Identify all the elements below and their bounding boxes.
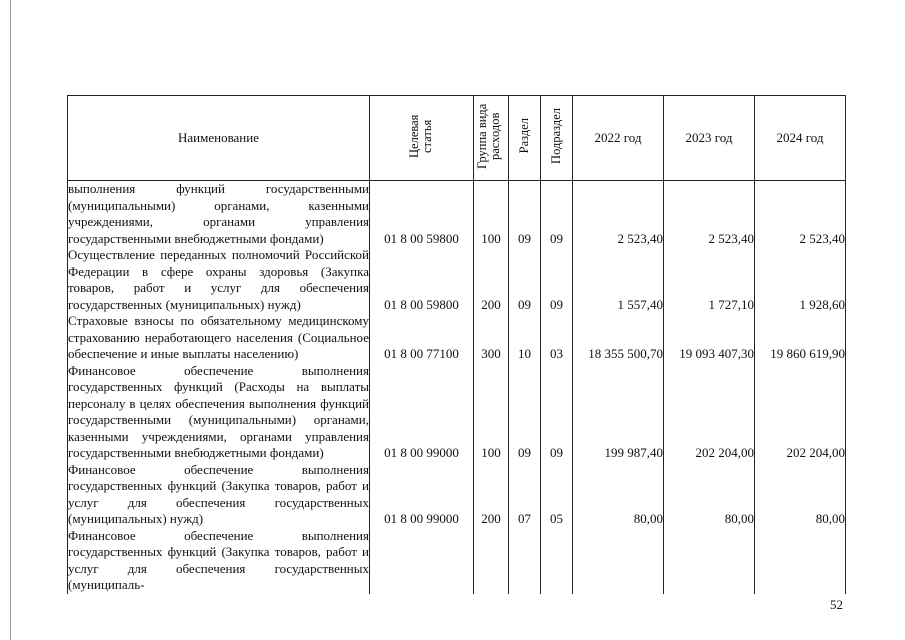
- row-section: 07: [509, 462, 541, 528]
- binding-margin-line: [10, 0, 11, 640]
- row-subsection: 09: [541, 181, 573, 248]
- row-section: 09: [509, 363, 541, 462]
- row-amount-2024: [755, 528, 846, 594]
- row-expense-group: 100: [474, 363, 509, 462]
- row-target-article: 01 8 00 59800: [370, 181, 474, 248]
- header-target-article: Целевая статья: [370, 96, 474, 181]
- row-expense-group: 300: [474, 313, 509, 363]
- row-amount-2022: 18 355 500,70: [573, 313, 664, 363]
- header-2023: 2023 год: [664, 96, 755, 181]
- row-target-article: [370, 528, 474, 594]
- table-header-row: [68, 96, 846, 181]
- row-amount-2023: [664, 528, 755, 594]
- row-amount-2024: 2 523,40: [755, 181, 846, 248]
- row-amount-2023: 19 093 407,30: [664, 313, 755, 363]
- table-row: [68, 313, 846, 363]
- row-name: Финансовое обеспечение выполнения государственных функций (Закупка товаров, работ и услуг для обеспечения государственных (муниципальных) нужд): [68, 461, 369, 526]
- header-section: Раздел: [509, 96, 541, 181]
- row-amount-2023: 202 204,00: [664, 363, 755, 462]
- row-name: Страховые взносы по обязательному медицинскому страхованию неработающего населения (Социальное обеспечение и иные выплаты населению): [68, 313, 369, 361]
- row-amount-2022: [573, 528, 664, 594]
- row-amount-2022: 199 987,40: [573, 363, 664, 462]
- table-row: [68, 528, 846, 594]
- row-section: 09: [509, 247, 541, 313]
- row-amount-2023: 1 727,10: [664, 247, 755, 313]
- row-amount-2022: 2 523,40: [573, 181, 664, 248]
- row-name: Финансовое обеспечение выполнения государственных функций (Расходы на выплаты персоналу в целях обеспечения выполнения функций государственными (муниципальными) органами, казенными учреждениями, органами управления государственными внебюджетными фондами): [68, 362, 369, 460]
- table-row: [68, 462, 846, 528]
- table-row: [68, 181, 846, 248]
- row-amount-2022: 80,00: [573, 462, 664, 528]
- table-row: [68, 363, 846, 462]
- row-name: Осуществление переданных полномочий Российской Федерации в сфере охраны здоровья (Закупка товаров, работ и услуг для обеспечения государственных (муниципальных) нужд): [68, 247, 369, 312]
- row-target-article: 01 8 00 99000: [370, 462, 474, 528]
- row-name: выполнения функций государственными (муниципальными) органами, казенными учреждениями, органами управления государственными внебюджетными фондами): [68, 181, 369, 246]
- row-amount-2023: 80,00: [664, 462, 755, 528]
- row-name: Финансовое обеспечение выполнения государственных функций (Закупка товаров, работ и услуг для обеспечения государственных (муниципаль-: [68, 527, 369, 592]
- row-amount-2024: 80,00: [755, 462, 846, 528]
- table-row: [68, 247, 846, 313]
- row-amount-2024: 19 860 619,90: [755, 313, 846, 363]
- row-subsection: 09: [541, 363, 573, 462]
- row-target-article: 01 8 00 99000: [370, 363, 474, 462]
- row-subsection: 09: [541, 247, 573, 313]
- row-expense-group: 200: [474, 247, 509, 313]
- header-name: Наименование: [68, 96, 370, 181]
- row-amount-2022: 1 557,40: [573, 247, 664, 313]
- row-subsection: [541, 528, 573, 594]
- header-subsection: Подраздел: [541, 96, 573, 181]
- header-2022: 2022 год: [573, 96, 664, 181]
- row-expense-group: [474, 528, 509, 594]
- row-section: 10: [509, 313, 541, 363]
- row-amount-2023: 2 523,40: [664, 181, 755, 248]
- row-expense-group: 200: [474, 462, 509, 528]
- header-2024: 2024 год: [755, 96, 846, 181]
- row-expense-group: 100: [474, 181, 509, 248]
- row-section: [509, 528, 541, 594]
- row-section: 09: [509, 181, 541, 248]
- row-subsection: 03: [541, 313, 573, 363]
- budget-table: [67, 95, 846, 594]
- row-target-article: 01 8 00 77100: [370, 313, 474, 363]
- page-number: 52: [830, 597, 843, 612]
- header-expense-group: Группа вида расходов: [474, 96, 509, 181]
- row-amount-2024: 202 204,00: [755, 363, 846, 462]
- row-subsection: 05: [541, 462, 573, 528]
- row-target-article: 01 8 00 59800: [370, 247, 474, 313]
- row-amount-2024: 1 928,60: [755, 247, 846, 313]
